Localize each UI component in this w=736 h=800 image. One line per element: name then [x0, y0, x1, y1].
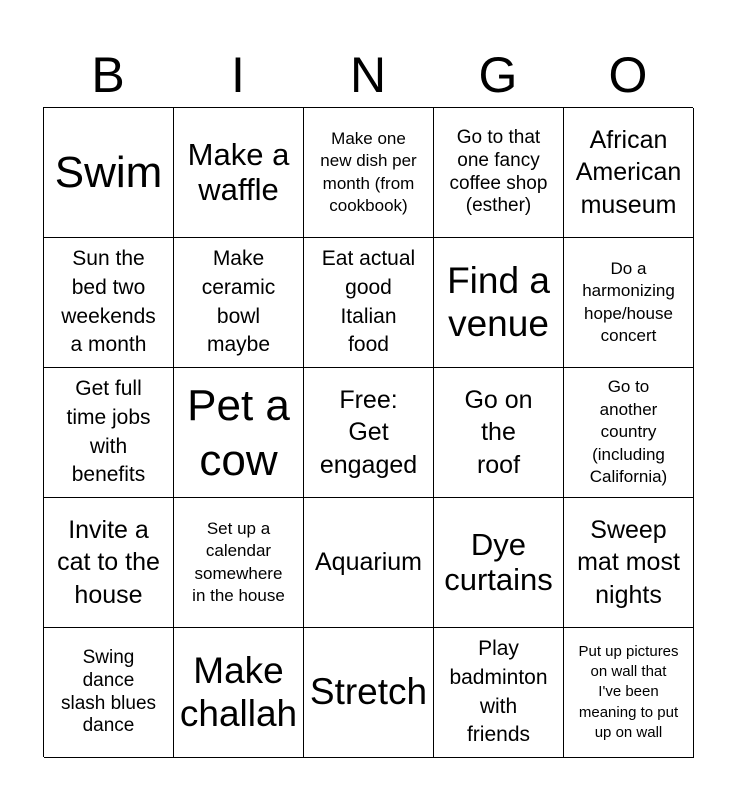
bingo-cell[interactable]: Dye curtains: [434, 498, 564, 628]
free-space-cell[interactable]: Free: Get engaged: [304, 368, 434, 498]
bingo-cell[interactable]: Set up a calendar somewhere in the house: [174, 498, 304, 628]
bingo-cell[interactable]: Eat actual good Italian food: [304, 238, 434, 368]
bingo-cell[interactable]: Go to that one fancy coffee shop (esther): [434, 108, 564, 238]
header-letter-n: N: [349, 47, 387, 103]
bingo-cell[interactable]: African American museum: [564, 108, 694, 238]
bingo-cell[interactable]: Sun the bed two weekends a month: [44, 238, 174, 368]
header-letter-o: O: [608, 47, 648, 103]
bingo-cell[interactable]: Make challah: [174, 628, 304, 758]
bingo-cell[interactable]: Stretch: [304, 628, 434, 758]
bingo-cell[interactable]: Aquarium: [304, 498, 434, 628]
bingo-cell[interactable]: Swim: [44, 108, 174, 238]
bingo-cell[interactable]: Make a waffle: [174, 108, 304, 238]
header-letter-b: B: [91, 47, 125, 103]
bingo-cell[interactable]: Put up pictures on wall that I've been meaning to put up on wall: [564, 628, 694, 758]
bingo-cell[interactable]: Invite a cat to the house: [44, 498, 174, 628]
bingo-cell[interactable]: Make ceramic bowl maybe: [174, 238, 304, 368]
bingo-cell[interactable]: Sweep mat most nights: [564, 498, 694, 628]
bingo-header: [43, 44, 693, 106]
header-letter-g: G: [478, 47, 518, 103]
bingo-cell[interactable]: Go on the roof: [434, 368, 564, 498]
bingo-cell[interactable]: Go to another country (including California): [564, 368, 694, 498]
bingo-cell[interactable]: Play badminton with friends: [434, 628, 564, 758]
bingo-cell[interactable]: Get full time jobs with benefits: [44, 368, 174, 498]
bingo-cell[interactable]: Swing dance slash blues dance: [44, 628, 174, 758]
bingo-board: [43, 107, 693, 757]
bingo-cell[interactable]: Do a harmonizing hope/house concert: [564, 238, 694, 368]
bingo-cell[interactable]: Make one new dish per month (from cookbook): [304, 108, 434, 238]
bingo-cell[interactable]: Pet a cow: [174, 368, 304, 498]
bingo-cell[interactable]: Find a venue: [434, 238, 564, 368]
header-letter-i: I: [231, 47, 245, 103]
